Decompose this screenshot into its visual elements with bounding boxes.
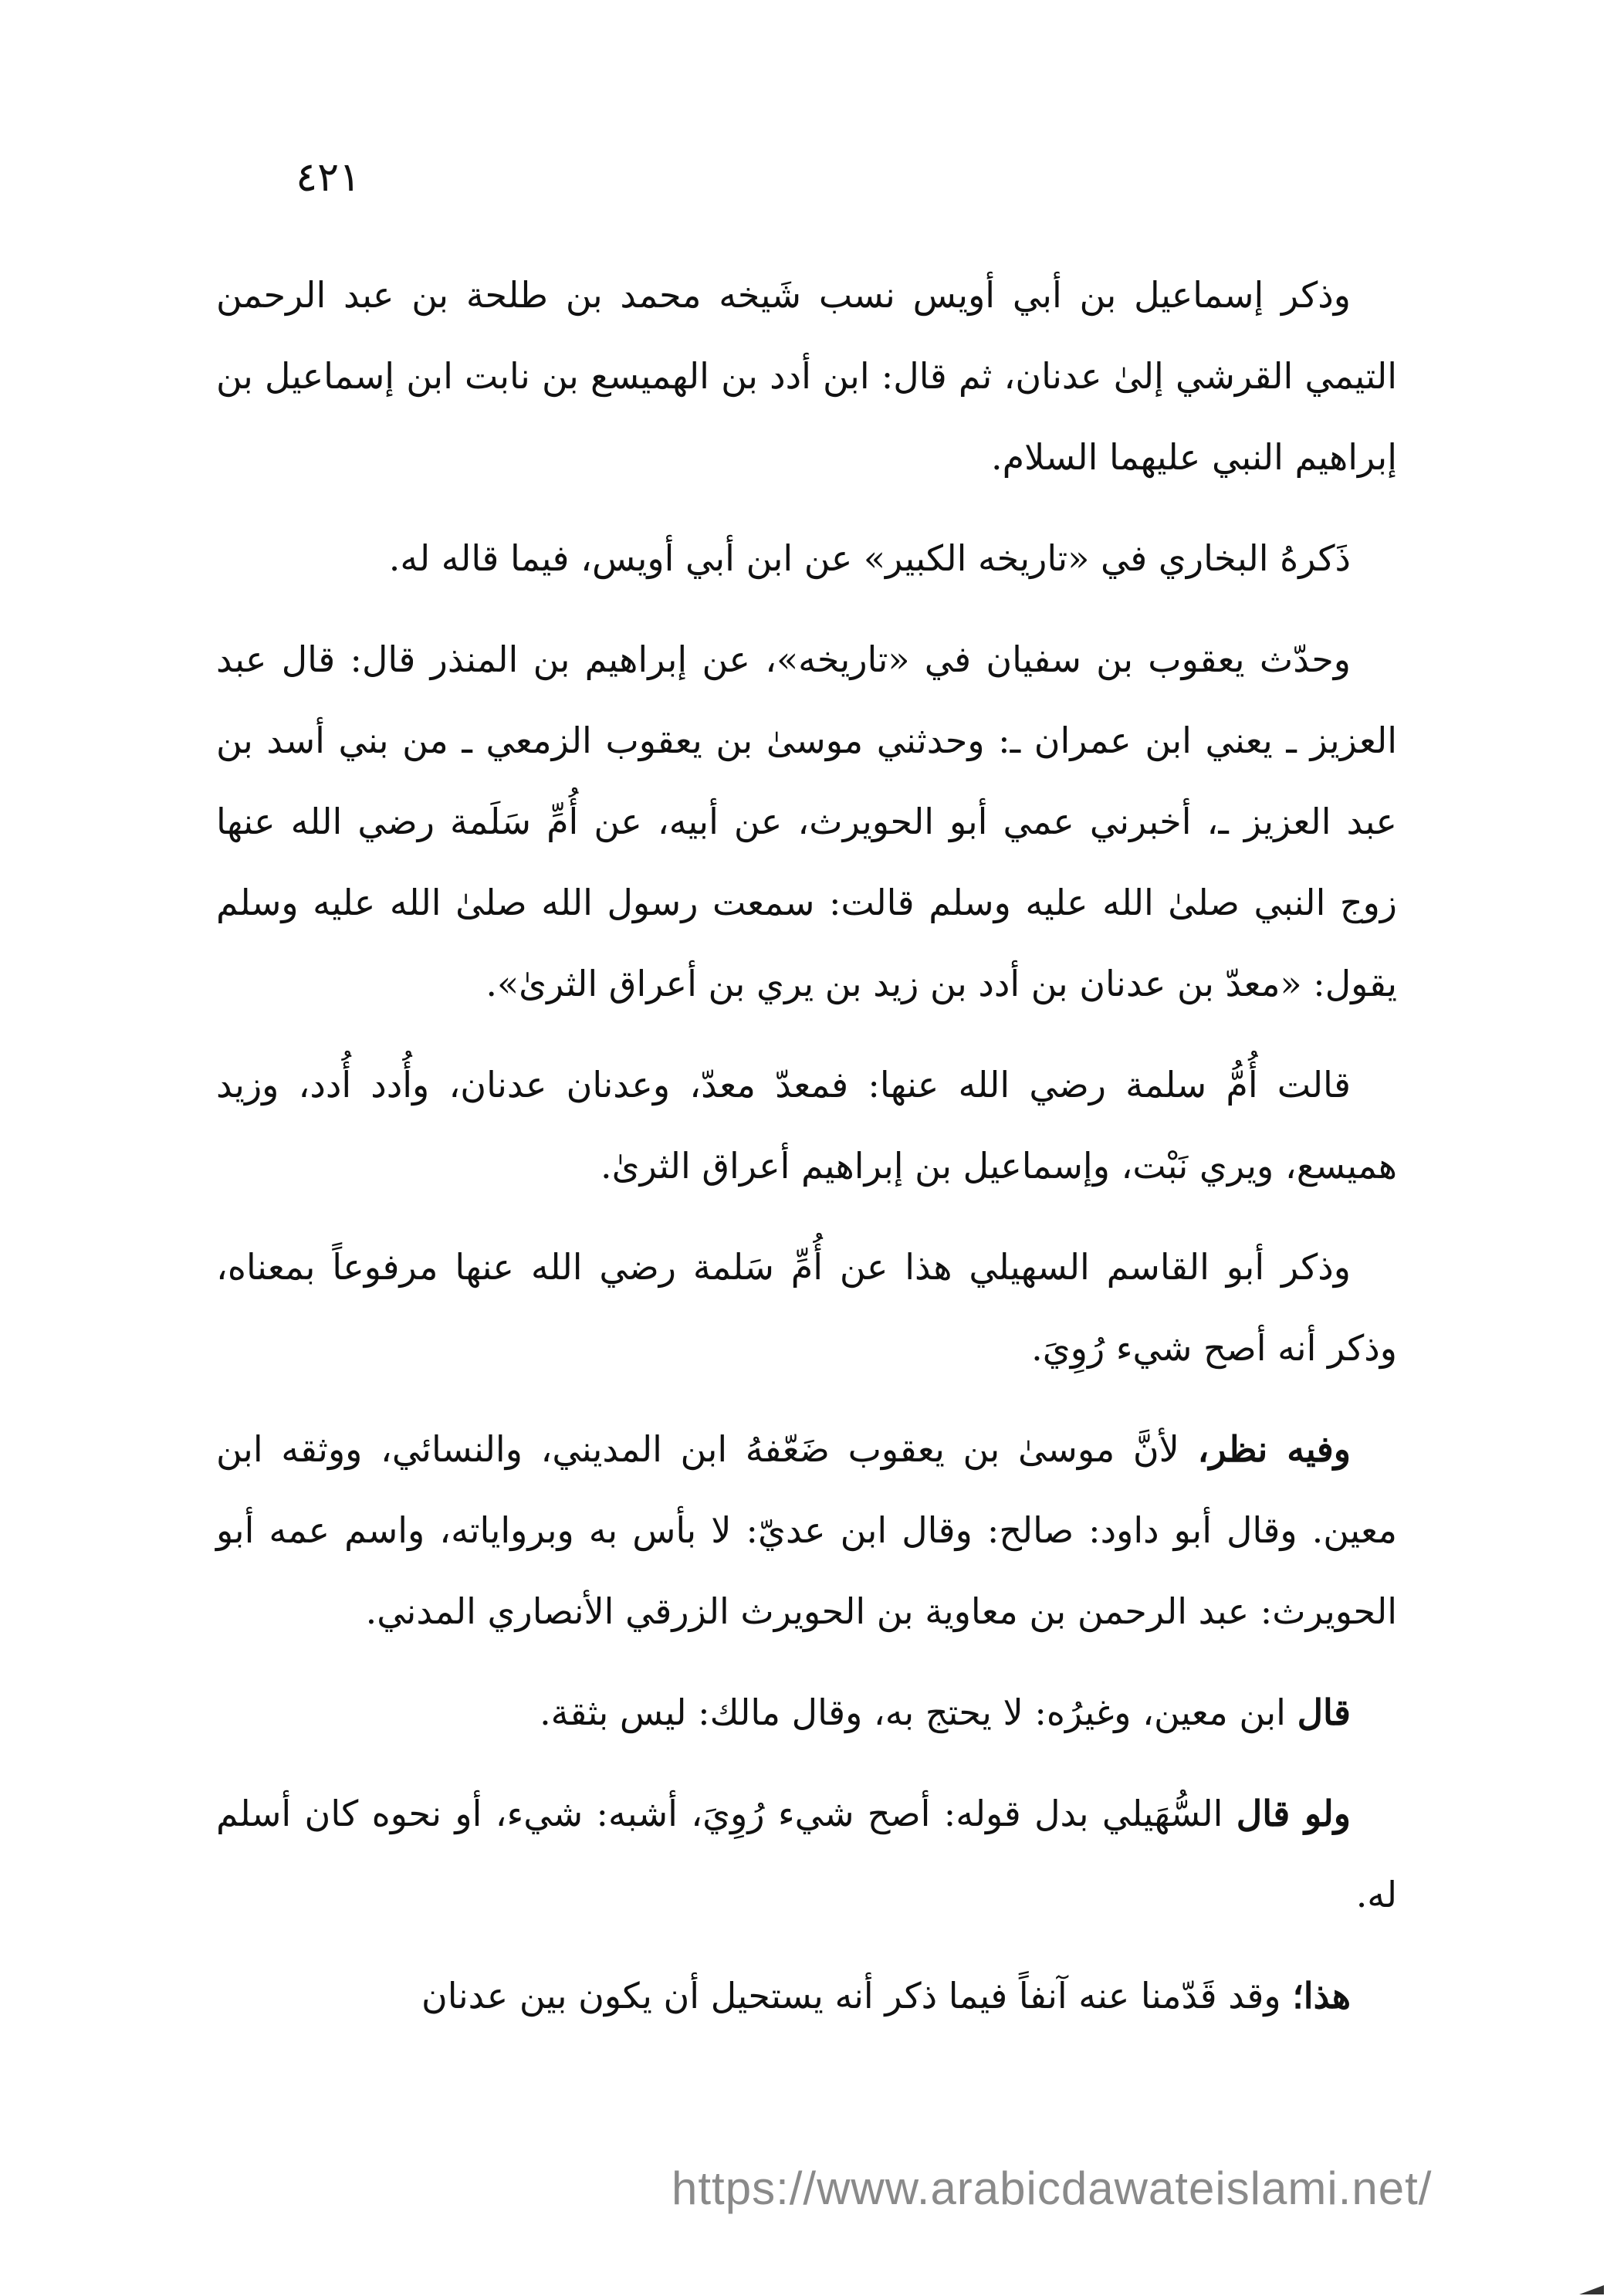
paragraph (216, 255, 1397, 498)
paragraph (216, 518, 1397, 599)
paragraph-lead: هذا؛ (1292, 1975, 1351, 2017)
paragraph-text: ابن معين، وغيرُه: لا يحتج به، وقال مالك: ليس بثقة. (540, 1692, 1297, 1733)
paragraph-text: وقد قَدّمنا عنه آنفاً فيما ذكر أنه يستحيل أن يكون بين عدنان (421, 1975, 1293, 2017)
paragraph (216, 1672, 1397, 1753)
paragraph-text: قالت أُمُّ سلمة رضي الله عنها: فمعدّ معدّ، وعدنان عدنان، وأُدد أُدد، وزيد هميسع، ويري نَبْت، وإسماعيل بن إبراهيم أعراق الثرىٰ. (216, 1064, 1397, 1187)
paragraph (216, 1045, 1397, 1207)
paragraph-text: وذكر إسماعيل بن أبي أويس نسب شَيخه محمد بن طلحة بن عبد الرحمن التيمي القرشي إلىٰ عدنان، ثم قال: ابن أدد بن الهميسع بن نابت ابن إسماعيل بن إبراهيم النبي عليهما السلام. (216, 274, 1397, 478)
paragraph-lead: ولو قال (1236, 1793, 1351, 1834)
paragraph (216, 1409, 1397, 1652)
paragraph (216, 1227, 1397, 1389)
paragraph-lead: قال (1297, 1692, 1351, 1733)
paragraph-text: لأنَّ موسىٰ بن يعقوب ضَعّفهُ ابن المديني، والنسائي، ووثقه ابن معين. وقال أبو داود: صالح: وقال ابن عديّ: لا بأس به وبرواياته، واسم عمه أبو الحويرث: عبد الرحمن بن معاوية بن الحويرث الزرقي الأنصاري المدني. (216, 1428, 1397, 1632)
paragraph-text: وذكر أبو القاسم السهيلي هذا عن أُمِّ سَلمة رضي الله عنها مرفوعاً بمعناه، وذكر أنه أصح شيء رُوِيَ. (216, 1246, 1397, 1369)
paragraph-text: السُّهَيلي بدل قوله: أصح شيء رُوِيَ، أشبه: شيء، أو نحوه كان أسلم له. (216, 1793, 1397, 1915)
paragraph (216, 619, 1397, 1024)
page-number: ٤٢١ (296, 154, 360, 201)
page-corner-mark (1576, 2277, 1607, 2296)
watermark-url: https://www.arabicdawateislami.net/ (672, 2162, 1433, 2214)
paragraph-lead: وفيه نظر، (1197, 1428, 1352, 1470)
paragraph (216, 1956, 1397, 2037)
body-text (216, 255, 1397, 2057)
paragraph (216, 1773, 1397, 1935)
paragraph-text: وحدّث يعقوب بن سفيان في «تاريخه»، عن إبراهيم بن المنذر قال: قال عبد العزيز ـ يعني ابن عمران ـ: وحدثني موسىٰ بن يعقوب الزمعي ـ من بني أسد بن عبد العزيز ـ، أخبرني عمي أبو الحويرث، عن أبيه، عن أُمِّ سَلَمة رضي الله عنها زوج النبي صلىٰ الله عليه وسلم قالت: سمعت رسول الله صلىٰ الله عليه وسلم يقول: «معدّ بن عدنان بن أدد بن زيد بن يري بن أعراق الثرىٰ». (216, 638, 1397, 1004)
paragraph-text: ذَكرهُ البخاري في «تاريخه الكبير» عن ابن أبي أويس، فيما قاله له. (388, 537, 1351, 579)
